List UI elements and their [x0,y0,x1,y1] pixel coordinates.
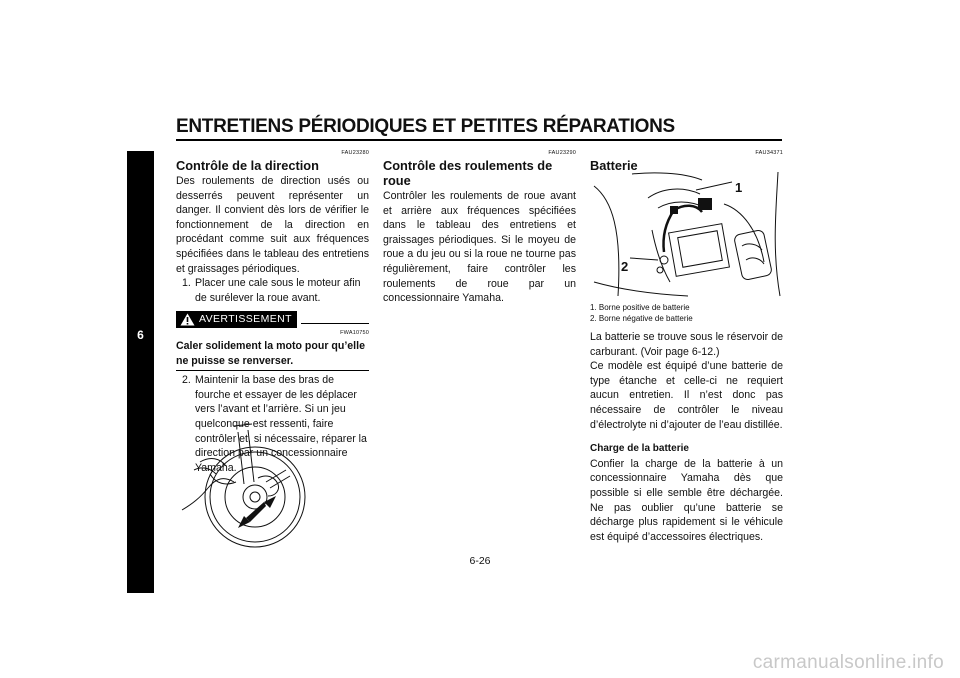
warning-badge [176,311,297,328]
figure-caption-2: 2. Borne négative de batterie [590,314,693,323]
section-title: Contrôle des roulements de roue [383,158,553,188]
warning-label: AVERTISSEMENT [199,313,292,326]
section-title: Contrôle de la direction [176,158,319,173]
step-number: 1. [182,277,191,290]
warning-code: FWA10750 [340,329,369,336]
section-title: Batterie [590,158,638,173]
step-number: 2. [182,374,191,387]
page-header-title: ENTRETIENS PÉRIODIQUES ET PETITES RÉPARATIONS [176,116,675,137]
chapter-number: 6 [137,328,144,342]
figure-callout-1: 1 [735,180,743,195]
header-rule [176,139,782,141]
step-text: Maintenir la base des bras de fourche et essayer de les déplacer vers l’avant et l’arrière. Si un jeu quelconque est ressenti, faire contrôler et, si nécessaire, réparer la direction par un concessionnaire Yamaha. [195,374,367,474]
warning-text: Caler solidement la moto pour qu’elle ne puisse se renverser. [176,339,365,367]
fork-check-illustration [180,422,308,548]
warning-rule [301,323,369,324]
chapter-tab [127,151,154,593]
battery-illustration [592,170,782,298]
subsection-title: Charge de la batterie [590,443,689,455]
section-code: FAU23290 [548,150,576,156]
section-code: FAU23280 [341,150,369,156]
battery-charge-text: Confier la charge de la batterie à un concessionnaire Yamaha dès que possible si elle semble être déchargée. Ne pas oublier qu’une batterie se décharge plus rapidement si le véhicule est équipé d’accessoires électriques. [590,457,783,543]
battery-location-text: La batterie se trouve sous le réservoir de carburant. (Voir page 6-12.) [590,331,783,358]
section-body: Contrôler les roulements de roue avant et arrière aux fréquences spécifiées dans le tableau des entretiens et graissages périodiques. Si le moyeu de roue a du jeu ou si la roue ne tourne pas régulièrement, faire contrôler les roulements de roue par un concessionnaire Yamaha. [383,190,576,305]
watermark: carmanualsonline.info [752,652,944,673]
page-number: 6-26 [469,555,491,567]
section-code: FAU34371 [755,150,783,156]
step-text: Placer une cale sous le moteur afin de surélever la roue avant. [195,277,361,304]
warning-triangle-icon [180,313,195,326]
figure-caption-1: 1. Borne positive de batterie [590,303,690,312]
section-intro: Des roulements de direction usés ou desserrés peuvent représenter un danger. Il convient dès lors de vérifier le fonctionnement de la direction en procédant comme suit aux fréquences spécifiées dans le tableau des entretiens et graissages périodiques. [176,175,369,275]
warning-header [176,311,369,328]
list-item-step-1 [182,276,369,305]
section-wheel-bearings [383,150,576,306]
battery-type-text: Ce modèle est équipé d’une batterie de type étanche et celle-ci ne requiert aucun entretien. Il n’est donc pas nécessaire de contrôler le niveau d’électrolyte ni d’ajouter de l’eau distillée. [590,360,783,431]
warning-bottom-rule [176,370,369,371]
figure-callout-2: 2 [621,259,629,274]
